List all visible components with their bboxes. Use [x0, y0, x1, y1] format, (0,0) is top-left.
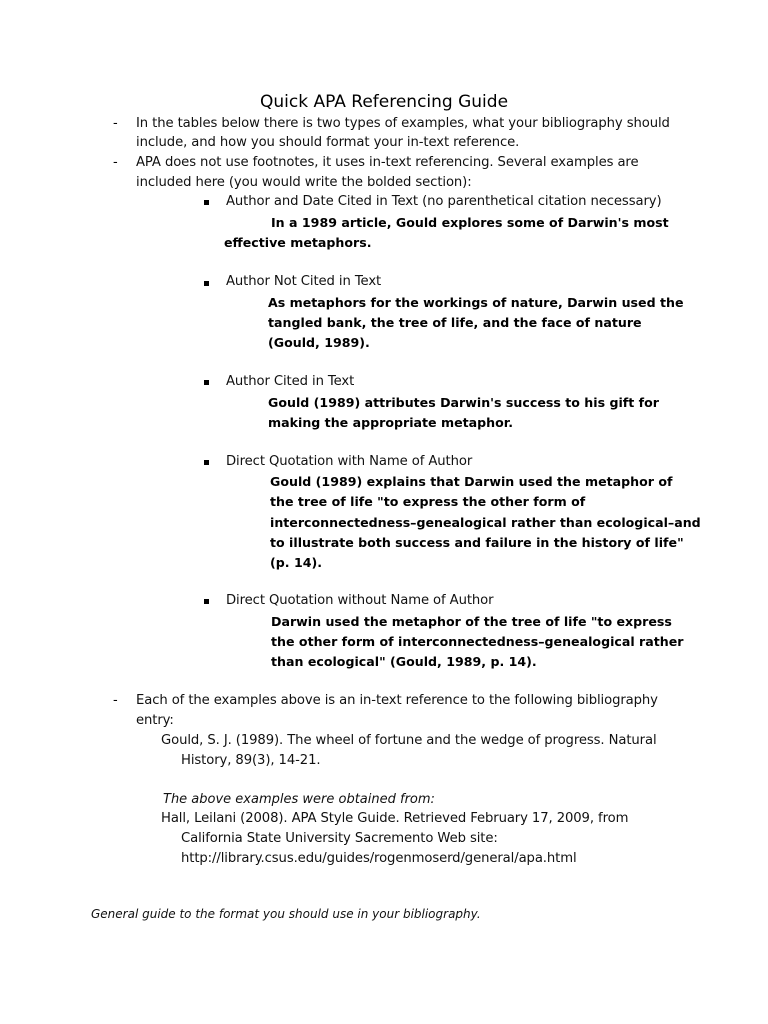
intro-line: APA does not use footnotes, it uses in-text referencing. Several examples are [136, 155, 639, 170]
example-bold-line: Gould (1989) explains that Darwin used the metaphor of [270, 474, 673, 489]
bibliography-note-line: Each of the examples above is an in-text reference to the following bibliography [136, 693, 658, 708]
intro-line: included here (you would write the bolded section): [136, 175, 472, 190]
example-bold-line: than ecological" (Gould, 1989, p. 14). [271, 654, 537, 669]
bibliography-entry-line: Gould, S. J. (1989). The wheel of fortune and the wedge of progress. Natural [161, 733, 657, 748]
page-title: Quick APA Referencing Guide [259, 92, 509, 112]
example-bold-line: effective metaphors. [224, 235, 372, 250]
intro-line: In the tables below there is two types of examples, what your bibliography should [136, 116, 670, 131]
source-label: The above examples were obtained from: [163, 792, 435, 807]
bullet-square-icon [204, 460, 209, 465]
bullet-square-icon [204, 200, 209, 205]
source-entry-line: Hall, Leilani (2008). APA Style Guide. Retrieved February 17, 2009, from [161, 811, 629, 826]
bullet-square-icon [204, 599, 209, 604]
example-bold-line: making the appropriate metaphor. [268, 415, 513, 430]
intro-dash-2: - [113, 155, 118, 170]
example-bold-line: As metaphors for the workings of nature, Darwin used the [268, 295, 684, 310]
example-bold-line: In a 1989 article, Gould explores some of Darwin's most [271, 215, 669, 230]
example-heading: Direct Quotation without Name of Author [226, 593, 494, 608]
example-heading: Author and Date Cited in Text (no parenthetical citation necessary) [226, 194, 662, 209]
footer-note: General guide to the format you should use in your bibliography. [91, 907, 481, 921]
example-heading: Direct Quotation with Name of Author [226, 454, 473, 469]
bibliography-dash: - [113, 693, 118, 708]
source-entry-line: California State University Sacremento Web site: [181, 831, 498, 846]
bullet-square-icon [204, 380, 209, 385]
bibliography-entry-line: History, 89(3), 14-21. [181, 753, 321, 768]
source-url: http://library.csus.edu/guides/rogenmoserd/general/apa.html [181, 851, 577, 866]
example-heading: Author Cited in Text [226, 374, 355, 389]
example-bold-line: (p. 14). [270, 555, 323, 570]
intro-line: include, and how you should format your in-text reference. [136, 135, 520, 150]
example-bold-line: to illustrate both success and failure in the history of life" [270, 535, 684, 550]
example-bold-line: Gould (1989) attributes Darwin's success to his gift for [268, 395, 660, 410]
example-bold-line: Darwin used the metaphor of the tree of life "to express [271, 614, 672, 629]
bibliography-note-line: entry: [136, 713, 174, 728]
intro-dash-1: - [113, 116, 118, 131]
bullet-square-icon [204, 281, 209, 286]
example-bold-line: tangled bank, the tree of life, and the face of nature [268, 315, 642, 330]
example-bold-line: the tree of life "to express the other form of [270, 494, 586, 509]
example-bold-line: (Gould, 1989). [268, 335, 370, 350]
example-heading: Author Not Cited in Text [226, 274, 382, 289]
example-bold-line: the other form of interconnectedness–genealogical rather [271, 634, 684, 649]
example-bold-line: interconnectedness–genealogical rather than ecological–and [270, 515, 701, 530]
